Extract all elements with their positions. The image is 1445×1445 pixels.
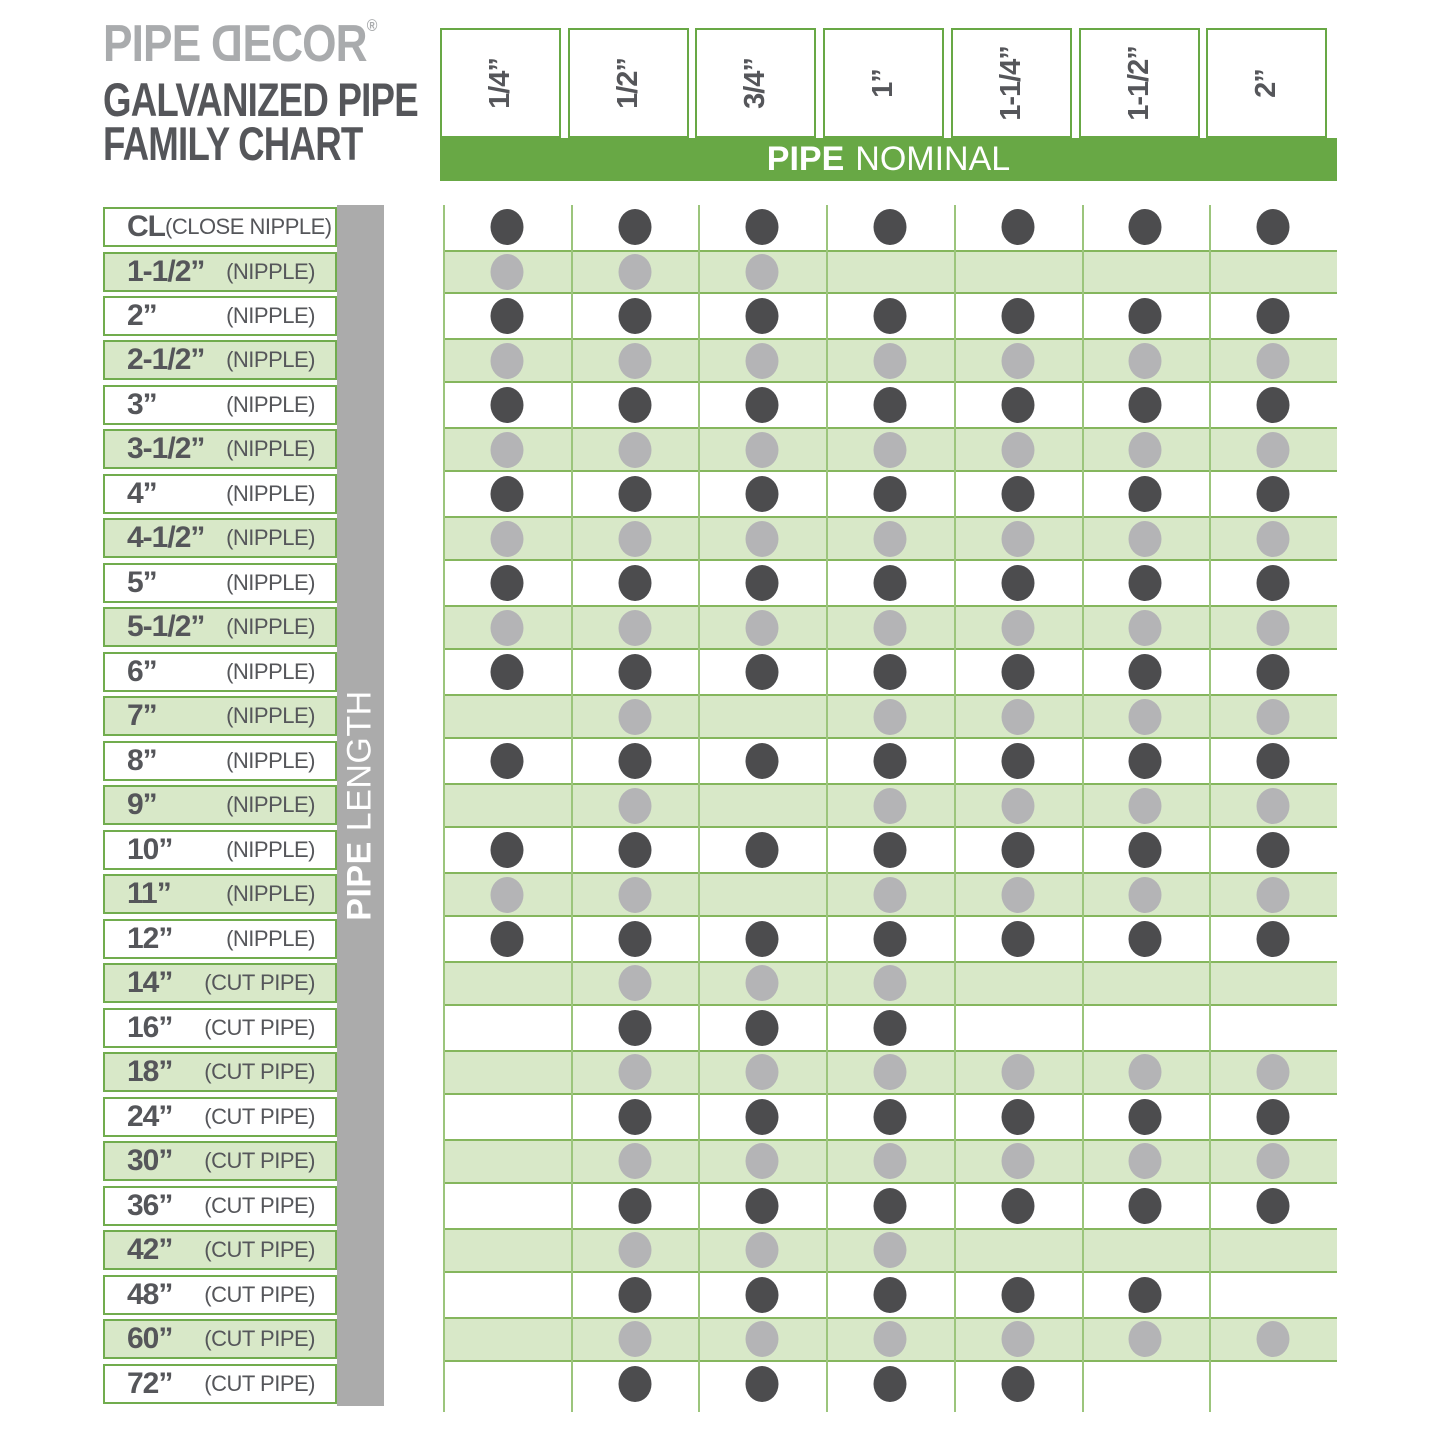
availability-dot xyxy=(874,1366,907,1402)
availability-dot xyxy=(1001,343,1034,379)
row-type-label: (NIPPLE) xyxy=(226,703,315,729)
row-size-label: 48” xyxy=(127,1277,173,1311)
column-header-7 xyxy=(1206,28,1327,138)
availability-dot xyxy=(618,1143,651,1179)
row-label-4 xyxy=(103,340,337,380)
availability-dot xyxy=(1257,654,1290,690)
row-size-label: 7” xyxy=(127,699,157,733)
row-type-label: (CUT PIPE) xyxy=(204,1237,315,1263)
availability-dot xyxy=(490,387,523,423)
row-label-17 xyxy=(103,919,337,959)
availability-dot xyxy=(874,432,907,468)
availability-dot xyxy=(1129,788,1162,824)
availability-dot xyxy=(618,565,651,601)
availability-dot xyxy=(490,565,523,601)
row-type-label: (CUT PIPE) xyxy=(204,1148,315,1174)
availability-dot xyxy=(1257,209,1290,245)
row-label-13 xyxy=(103,741,337,781)
availability-dot xyxy=(1001,1099,1034,1135)
availability-dot xyxy=(618,1321,651,1357)
availability-dot xyxy=(1257,1321,1290,1357)
row-label-1 xyxy=(103,207,337,247)
row-label-25 xyxy=(103,1275,337,1315)
availability-dot xyxy=(490,432,523,468)
row-type-label: (NIPPLE) xyxy=(226,925,315,951)
row-type-label: (CUT PIPE) xyxy=(204,970,315,996)
availability-dot xyxy=(1001,610,1034,646)
grid-column-line xyxy=(571,205,573,1412)
availability-dot xyxy=(874,1188,907,1224)
availability-dot xyxy=(746,1188,779,1224)
availability-dot xyxy=(874,832,907,868)
availability-dot xyxy=(746,832,779,868)
availability-dot xyxy=(618,1277,651,1313)
row-label-7 xyxy=(103,474,337,514)
availability-dot xyxy=(618,387,651,423)
column-header-label: 1” xyxy=(867,68,900,98)
pipe-nominal-band-bold-label: PIPE xyxy=(766,140,845,178)
availability-dot xyxy=(1129,743,1162,779)
availability-dot xyxy=(618,521,651,557)
availability-dot xyxy=(1001,521,1034,557)
chart-title-line1: GALVANIZED PIPE xyxy=(103,73,418,126)
availability-dot xyxy=(618,209,651,245)
availability-dot xyxy=(1001,921,1034,957)
grid-column-line xyxy=(826,205,828,1412)
chart-title-line2: FAMILY CHART xyxy=(103,117,363,170)
row-label-24 xyxy=(103,1230,337,1270)
availability-dot xyxy=(490,209,523,245)
column-header-label: 1/4” xyxy=(483,57,516,109)
row-label-3 xyxy=(103,296,337,336)
availability-dot xyxy=(746,1099,779,1135)
availability-dot xyxy=(1129,832,1162,868)
row-label-6 xyxy=(103,429,337,469)
availability-dot xyxy=(1129,298,1162,334)
row-label-27 xyxy=(103,1364,337,1404)
row-label-15 xyxy=(103,830,337,870)
availability-dot xyxy=(1129,1188,1162,1224)
availability-dot xyxy=(618,476,651,512)
availability-dot xyxy=(1129,1143,1162,1179)
availability-dot xyxy=(618,343,651,379)
row-type-label: (CUT PIPE) xyxy=(204,1326,315,1351)
availability-dot xyxy=(1129,476,1162,512)
row-label-5 xyxy=(103,385,337,425)
row-type-label: (CUT PIPE) xyxy=(204,1103,315,1129)
row-label-11 xyxy=(103,652,337,692)
availability-dot xyxy=(746,387,779,423)
availability-dot xyxy=(1257,832,1290,868)
availability-dot xyxy=(1001,476,1034,512)
availability-dot xyxy=(1129,209,1162,245)
availability-dot xyxy=(874,965,907,1001)
column-header-2 xyxy=(568,28,689,138)
column-header-label: 2” xyxy=(1250,68,1283,98)
availability-dot xyxy=(874,1010,907,1046)
availability-dot xyxy=(1129,343,1162,379)
availability-dot xyxy=(1001,1321,1034,1357)
brand-letter-d-mirrored: D xyxy=(211,15,243,73)
column-header-3 xyxy=(695,28,816,138)
availability-dot xyxy=(1129,1054,1162,1090)
availability-dot xyxy=(1257,521,1290,557)
availability-dot xyxy=(874,743,907,779)
availability-dot xyxy=(1257,921,1290,957)
row-size-label: 10” xyxy=(127,832,173,866)
availability-dot xyxy=(1129,610,1162,646)
column-header-4 xyxy=(823,28,944,138)
row-type-label: (NIPPLE) xyxy=(226,525,315,551)
availability-dot xyxy=(1129,877,1162,913)
availability-dot xyxy=(1001,565,1034,601)
row-type-label: (NIPPLE) xyxy=(226,747,315,773)
availability-dot xyxy=(1001,1143,1034,1179)
availability-dot xyxy=(1001,432,1034,468)
availability-dot xyxy=(618,699,651,735)
column-header-1 xyxy=(440,28,561,138)
row-size-label: 24” xyxy=(127,1099,173,1133)
row-size-label: 18” xyxy=(127,1055,173,1089)
availability-dot xyxy=(490,743,523,779)
availability-dot xyxy=(490,832,523,868)
row-label-9 xyxy=(103,563,337,603)
availability-dot xyxy=(874,654,907,690)
row-size-label: 42” xyxy=(127,1233,173,1267)
availability-dot xyxy=(874,921,907,957)
grid-column-line xyxy=(954,205,956,1412)
column-header-label: 3/4” xyxy=(739,57,772,109)
availability-dot xyxy=(1129,521,1162,557)
row-size-label: 4” xyxy=(127,476,157,510)
availability-dot xyxy=(1001,654,1034,690)
availability-dot xyxy=(746,1277,779,1313)
pipe-nominal-band xyxy=(440,138,1337,181)
row-label-16 xyxy=(103,874,337,914)
row-type-label: (CUT PIPE) xyxy=(204,1014,315,1040)
availability-dot xyxy=(746,343,779,379)
availability-dot xyxy=(874,699,907,735)
availability-dot xyxy=(1129,387,1162,423)
availability-dot xyxy=(1129,565,1162,601)
availability-dot xyxy=(1129,1099,1162,1135)
row-label-10 xyxy=(103,607,337,647)
brand-word-ecor: ECOR xyxy=(242,15,367,73)
availability-dot xyxy=(618,1054,651,1090)
availability-dot xyxy=(1001,699,1034,735)
row-type-label: (NIPPLE) xyxy=(226,258,315,284)
pipe-length-band-bold-label: PIPE xyxy=(341,841,379,921)
row-size-label: 5-1/2” xyxy=(127,610,205,644)
row-size-label: 6” xyxy=(127,654,157,688)
availability-dot xyxy=(618,610,651,646)
availability-dot xyxy=(490,654,523,690)
row-type-label: (NIPPLE) xyxy=(226,347,315,373)
availability-dot xyxy=(618,1010,651,1046)
row-size-label: CL xyxy=(127,210,165,243)
grid-column-line xyxy=(1082,205,1084,1412)
row-label-22 xyxy=(103,1141,337,1181)
row-size-label: 36” xyxy=(127,1188,173,1222)
row-size-label: 14” xyxy=(127,966,173,1000)
row-label-14 xyxy=(103,785,337,825)
row-type-label: (NIPPLE) xyxy=(226,391,315,417)
availability-dot xyxy=(1129,921,1162,957)
availability-dot xyxy=(1129,432,1162,468)
availability-dot xyxy=(1001,1054,1034,1090)
column-header-5 xyxy=(951,28,1072,138)
availability-dot xyxy=(1257,610,1290,646)
row-label-19 xyxy=(103,1008,337,1048)
row-label-18 xyxy=(103,963,337,1003)
registered-trademark-icon: ® xyxy=(366,16,378,35)
availability-dot xyxy=(874,387,907,423)
availability-dot xyxy=(1257,699,1290,735)
availability-dot xyxy=(874,1321,907,1357)
availability-dot xyxy=(746,298,779,334)
availability-dot xyxy=(1257,343,1290,379)
row-label-21 xyxy=(103,1097,337,1137)
availability-dot xyxy=(490,521,523,557)
availability-dot xyxy=(1001,877,1034,913)
availability-dot xyxy=(1001,743,1034,779)
availability-dot xyxy=(490,298,523,334)
availability-dot xyxy=(1001,832,1034,868)
row-size-label: 72” xyxy=(127,1366,173,1400)
row-label-2 xyxy=(103,252,337,292)
row-type-label: (CUT PIPE) xyxy=(204,1370,315,1396)
availability-dot xyxy=(746,1366,779,1402)
availability-dot xyxy=(1257,387,1290,423)
availability-dot xyxy=(1001,209,1034,245)
availability-dot xyxy=(618,788,651,824)
availability-dot xyxy=(874,1054,907,1090)
availability-dot xyxy=(1257,788,1290,824)
availability-dot xyxy=(490,877,523,913)
availability-dot xyxy=(874,298,907,334)
availability-dot xyxy=(490,610,523,646)
availability-dot xyxy=(874,877,907,913)
availability-dot xyxy=(1257,1054,1290,1090)
availability-dot xyxy=(874,209,907,245)
availability-dot xyxy=(1129,699,1162,735)
row-stripe xyxy=(443,250,1337,295)
availability-dot xyxy=(874,1232,907,1268)
availability-dot xyxy=(1001,298,1034,334)
availability-dot xyxy=(746,1143,779,1179)
row-size-label: 4-1/2” xyxy=(127,521,205,555)
availability-dot xyxy=(746,1054,779,1090)
availability-dot xyxy=(618,1188,651,1224)
column-header-label: 1-1/2” xyxy=(1122,45,1155,121)
availability-dot xyxy=(1257,1143,1290,1179)
availability-dot xyxy=(874,343,907,379)
row-type-label: (CLOSE NIPPLE) xyxy=(165,214,332,239)
row-type-label: (NIPPLE) xyxy=(226,836,315,862)
availability-dot xyxy=(746,743,779,779)
availability-dot xyxy=(746,521,779,557)
grid-column-line xyxy=(698,205,700,1412)
availability-dot xyxy=(1257,1099,1290,1135)
availability-dot xyxy=(1257,1188,1290,1224)
availability-dot xyxy=(1001,1366,1034,1402)
row-size-label: 2” xyxy=(127,299,157,332)
row-type-label: (NIPPLE) xyxy=(226,436,315,462)
availability-dot xyxy=(1001,387,1034,423)
pipe-length-band-text xyxy=(341,690,380,920)
availability-dot xyxy=(618,1099,651,1135)
availability-dot xyxy=(746,254,779,290)
availability-dot xyxy=(1257,298,1290,334)
availability-dot xyxy=(490,254,523,290)
pipe-length-band-label: LENGTH xyxy=(341,690,379,832)
row-size-label: 12” xyxy=(127,921,173,955)
row-size-label: 11” xyxy=(127,877,171,911)
availability-dot xyxy=(746,1232,779,1268)
availability-dot xyxy=(1001,788,1034,824)
availability-dot xyxy=(746,1321,779,1357)
row-size-label: 60” xyxy=(127,1322,173,1355)
availability-dot xyxy=(874,476,907,512)
availability-dot xyxy=(746,610,779,646)
row-type-label: (NIPPLE) xyxy=(226,881,315,907)
grid-column-line xyxy=(1209,205,1211,1412)
availability-dot xyxy=(618,254,651,290)
availability-dot xyxy=(874,521,907,557)
availability-dot xyxy=(746,921,779,957)
availability-dot xyxy=(874,788,907,824)
row-size-label: 2-1/2” xyxy=(127,343,205,377)
row-type-label: (NIPPLE) xyxy=(226,658,315,684)
row-label-8 xyxy=(103,518,337,558)
availability-dot xyxy=(490,476,523,512)
row-size-label: 3-1/2” xyxy=(127,432,205,466)
row-size-label: 16” xyxy=(127,1010,173,1044)
availability-dot xyxy=(1001,1188,1034,1224)
availability-dot xyxy=(1001,1277,1034,1313)
availability-dot xyxy=(1129,1277,1162,1313)
availability-dot xyxy=(490,921,523,957)
row-size-label: 30” xyxy=(127,1144,173,1178)
availability-dot xyxy=(746,209,779,245)
row-type-label: (NIPPLE) xyxy=(226,569,315,595)
pipe-nominal-band-label: NOMINAL xyxy=(855,140,1011,178)
column-header-label: 1/2” xyxy=(611,57,644,109)
row-size-label: 1-1/2” xyxy=(127,254,205,288)
row-size-label: 9” xyxy=(127,788,157,822)
availability-dot xyxy=(874,610,907,646)
availability-dot xyxy=(618,965,651,1001)
row-size-label: 5” xyxy=(127,565,157,599)
availability-dot xyxy=(874,565,907,601)
column-header-6 xyxy=(1079,28,1200,138)
availability-dot xyxy=(1129,654,1162,690)
availability-dot xyxy=(618,877,651,913)
row-size-label: 8” xyxy=(127,743,157,777)
row-size-label: 3” xyxy=(127,387,157,421)
availability-dot xyxy=(746,432,779,468)
brand-logo xyxy=(103,14,377,74)
row-type-label: (CUT PIPE) xyxy=(204,1192,315,1218)
availability-dot xyxy=(618,432,651,468)
availability-dot xyxy=(746,565,779,601)
availability-dot xyxy=(1257,432,1290,468)
row-type-label: (NIPPLE) xyxy=(226,480,315,506)
availability-dot xyxy=(618,921,651,957)
row-type-label: (NIPPLE) xyxy=(226,614,315,640)
pipe-length-band xyxy=(337,205,384,1406)
row-type-label: (NIPPLE) xyxy=(226,303,315,328)
availability-dot xyxy=(746,476,779,512)
row-label-23 xyxy=(103,1186,337,1226)
availability-dot xyxy=(490,343,523,379)
availability-dot xyxy=(874,1099,907,1135)
row-type-label: (NIPPLE) xyxy=(226,792,315,818)
availability-dot xyxy=(618,832,651,868)
availability-dot xyxy=(618,654,651,690)
availability-dot xyxy=(746,1010,779,1046)
availability-dot xyxy=(1257,743,1290,779)
availability-dot xyxy=(618,298,651,334)
availability-dot xyxy=(618,743,651,779)
row-label-20 xyxy=(103,1052,337,1092)
brand-word-pipe: PIPE xyxy=(103,15,201,73)
row-label-12 xyxy=(103,696,337,736)
availability-dot xyxy=(1257,565,1290,601)
row-type-label: (CUT PIPE) xyxy=(204,1059,315,1085)
availability-dot xyxy=(746,654,779,690)
row-type-label: (CUT PIPE) xyxy=(204,1281,315,1307)
availability-dot xyxy=(1257,877,1290,913)
availability-dot xyxy=(1257,476,1290,512)
availability-dot xyxy=(618,1366,651,1402)
grid-column-line xyxy=(443,205,445,1412)
availability-dot xyxy=(874,1143,907,1179)
column-header-label: 1-1/4” xyxy=(994,45,1027,121)
availability-dot xyxy=(1129,1321,1162,1357)
availability-dot xyxy=(874,1277,907,1313)
availability-dot xyxy=(618,1232,651,1268)
row-label-26 xyxy=(103,1319,337,1359)
availability-dot xyxy=(746,965,779,1001)
